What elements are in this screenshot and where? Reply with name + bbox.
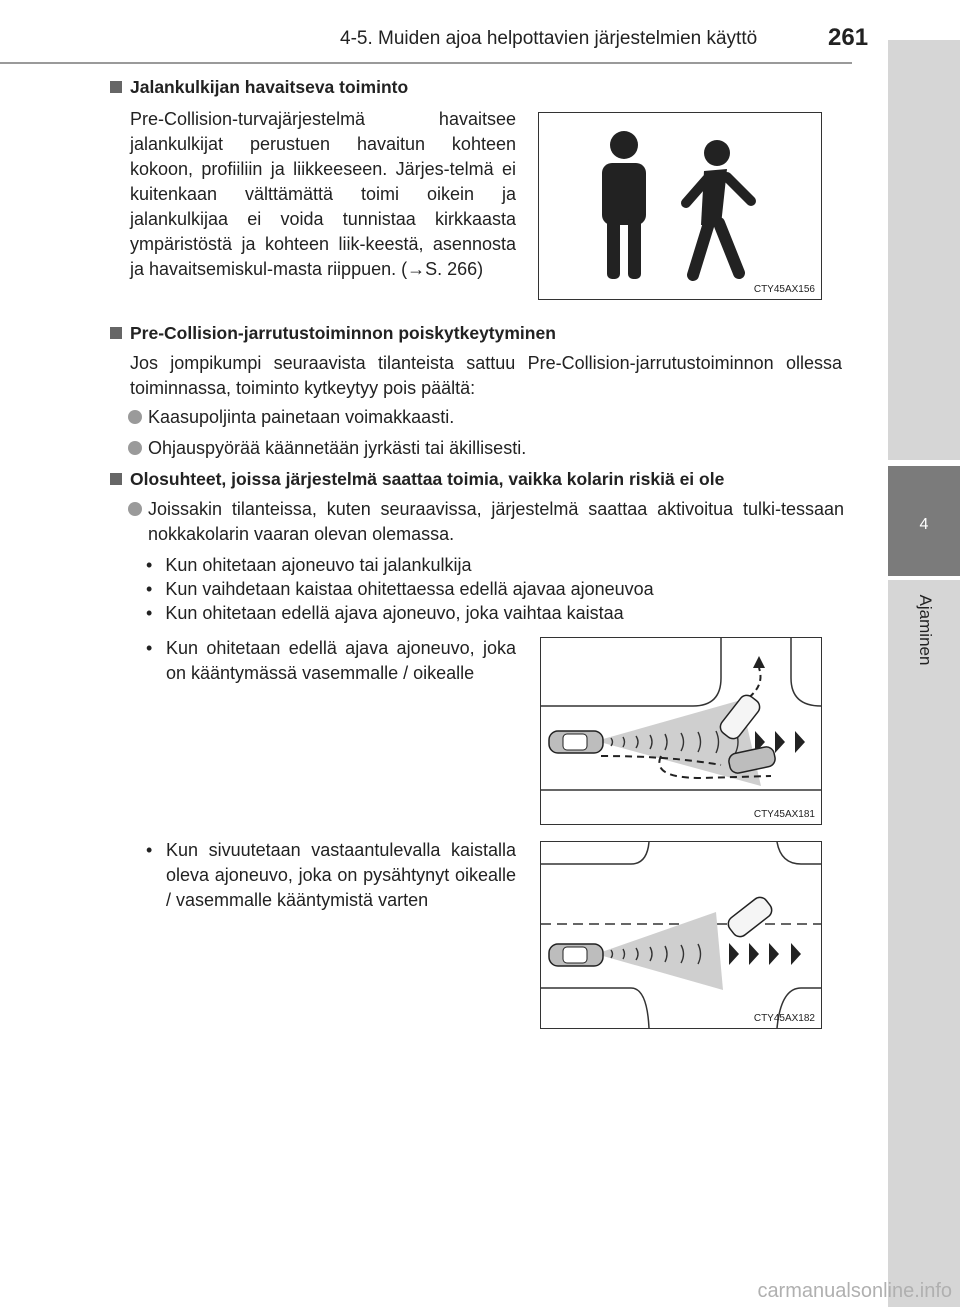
oncoming-vehicle-diagram-icon — [541, 842, 821, 1028]
chapter-label: Ajaminen — [916, 594, 935, 666]
bullet-dot: • — [146, 840, 153, 860]
header-divider — [0, 62, 852, 64]
bullet-dot: • — [146, 579, 153, 599]
figure-stopped-oncoming-vehicle — [540, 841, 822, 1029]
section-heading-pedestrian: Jalankulkijan havaitseva toiminto — [110, 77, 408, 98]
circle-bullet-icon — [128, 410, 142, 424]
figure-turning-vehicle — [540, 637, 822, 825]
list-item: • Kun ohitetaan ajoneuvo tai jalankulkija — [146, 555, 472, 575]
list-item: • Kun vaihdetaan kaistaa ohitettaessa edellä ajavaa ajoneuvoa — [146, 579, 654, 599]
page-number: 261 — [828, 24, 869, 51]
bullet-dot: • — [146, 555, 153, 575]
square-bullet-icon — [110, 81, 122, 93]
figure-pedestrians — [538, 112, 822, 300]
square-bullet-icon — [110, 473, 122, 485]
figure-code: CTY45AX156 — [753, 284, 815, 295]
side-tab-lower — [888, 580, 960, 1307]
bullet-dot: • — [146, 638, 153, 658]
chapter-number: 4 — [919, 516, 929, 533]
turning-vehicle-diagram-icon — [541, 638, 821, 824]
list-item: Ohjauspyörää käännetään jyrkästi tai äkillisesti. — [128, 436, 840, 461]
circle-bullet-icon — [128, 502, 142, 516]
pedestrian-description: Pre-Collision-turvajärjestelmä havaitsee jalankulkijat perustuen havaitun kohteen kokoon, profiiliin ja liikkeeseen. Järjes-telmä ei kuitenkaan välttämättä toimi oikein ja jalankulkijaa ei voida tunnistaa kirkkaasta ympäristöstä ja kohteen liik-keestä, asennosta ja havaitsemiskul-masta riippuen. (→S. 266) — [130, 109, 516, 279]
bullet-dot: • — [146, 603, 153, 623]
cancel-intro: Jos jompikumpi seuraavista tilanteista sattuu Pre-Collision-jarrutustoiminnon ollessa toiminnassa, toiminto kytkeytyy pois päältä: — [130, 353, 842, 398]
list-item: • Kun ohitetaan edellä ajava ajoneuvo, joka vaihtaa kaistaa — [146, 603, 624, 623]
side-tab-upper — [888, 40, 960, 460]
footer-watermark: carmanualsonline.info — [757, 1280, 952, 1302]
circle-bullet-icon — [128, 441, 142, 455]
section-heading-conditions: Olosuhteet, joissa järjestelmä saattaa toimia, vaikka kolarin riskiä ei ole — [110, 469, 724, 490]
pedestrian-figures-icon — [539, 113, 821, 299]
list-item: • Kun sivuutetaan vastaantulevalla kaistalla oleva ajoneuvo, joka on pysähtynyt oikealle / vasemmalle kääntymistä varten — [146, 840, 516, 910]
section-title: 4-5. Muiden ajoa helpottavien järjestelmien käyttö — [340, 28, 758, 49]
conditions-bullet: Joissakin tilanteissa, kuten seuraavissa, järjestelmä saattaa aktivoitua tulki-tessaan nokkakolarin vaaran olevan olemassa. — [128, 497, 844, 547]
figure-code: CTY45AX181 — [753, 809, 815, 820]
square-bullet-icon — [110, 327, 122, 339]
figure-code: CTY45AX182 — [753, 1013, 815, 1024]
list-item: • Kun ohitetaan edellä ajava ajoneuvo, joka on kääntymässä vasemmalle / oikealle — [146, 638, 516, 683]
list-item: Kaasupoljinta painetaan voimakkaasti. — [128, 405, 840, 430]
section-heading-cancel: Pre-Collision-jarrutustoiminnon poiskytkeytyminen — [110, 323, 556, 344]
